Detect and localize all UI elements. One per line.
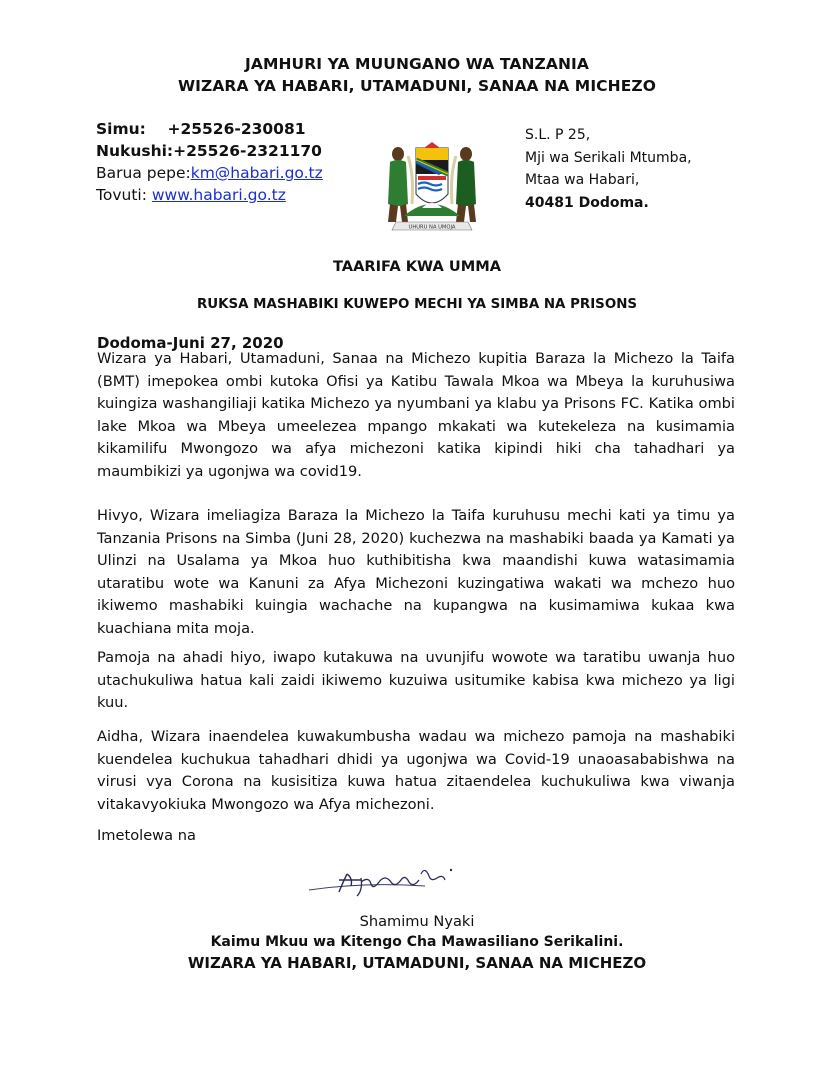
email-label: Barua pepe: [96, 164, 191, 182]
address-line2: Mji wa Serikali Mtumba, [525, 149, 692, 166]
notice-subject: RUKSA MASHABIKI KUWEPO MECHI YA SIMBA NA PRISONS [196, 297, 638, 312]
signatory-name: Shamimu Nyaki [359, 913, 475, 930]
signature-image [305, 860, 470, 900]
email-row [96, 162, 323, 184]
email-link[interactable]: km@habari.go.tz [190, 164, 323, 182]
letterhead-line1: JAMHURI YA MUUNGANO WA TANZANIA [244, 55, 589, 73]
phone-label: Simu: [96, 120, 146, 138]
phone-value: +25526-230081 [167, 120, 306, 138]
fax-label: Nukushi: [96, 142, 174, 160]
address-line3: Mtaa wa Habari, [525, 172, 640, 188]
paragraph-3: Pamoja na ahadi hiyo, iwapo kutakuwa na uvunjifu wowote wa taratibu uwanja huo utachukuliwa hatua kali zaidi ikiwemo kuzuiwa usitumike kabisa kwa michezo ya ligi kuu. [97, 649, 735, 711]
paragraph-2: Hivyo, Wizara imeliagiza Baraza la Michezo la Taifa kuruhusu mechi kati ya timu ya Tanzania Prisons na Simba (Juni 28, 2020) kuchezwa na mashabiki baada ya Kamati ya Ulinzi na Usalama ya Mkoa huo kuthibitisha kwa maandishi kuwa watasimamia utaratibu wote wa Kanuni za Afya Michezoni kuzingatiwa wakati wa mchezo huo ikiwemo mashabiki kuingia wachache na kupangwa na kusimamiwa kukaa kwa kuachiana mita moja. [97, 507, 735, 637]
paragraph-4: Aidha, Wizara inaendelea kuwakumbusha wadau wa michezo pamoja na mashabiki kuendelea kuchukua tahadhari dhidi ya ugonjwa wa Covid-19 unaoasababishwa na virusi vya Corona na kusisitiza kuwa hatua zitaendelea kuchukuliwa kwa viwanja vitakavyokiuka Mwongozo wa Afya michezoni. [97, 728, 735, 813]
notice-date: Dodoma-Juni 27, 2020 [97, 334, 284, 352]
web-label: Tovuti: [96, 186, 147, 204]
web-row [96, 184, 323, 206]
issued-by-label: Imetolewa na [97, 827, 196, 844]
signatory-ministry: WIZARA YA HABARI, UTAMADUNI, SANAA NA MICHEZO [187, 954, 647, 972]
address-line4: 40481 Dodoma. [525, 194, 649, 211]
paragraph-1: Wizara ya Habari, Utamaduni, Sanaa na Michezo kupitia Baraza la Michezo la Taifa (BMT) imepokea ombi kutoka Ofisi ya Katibu Tawala Mkoa wa Mbeya la kuruhusiwa kuingiza washangiliaji katika Michezo ya nyumbani ya klabu ya Prisons FC. Katika ombi lake Mkoa wa Mbeya umeelezea mpango mkakati wa kutekeleza na kusimamia kikamilifu Mwongozo wa afya michezoni katika kipindi hiki cha tahadhari ya maumbikizi ya ugonjwa wa covid19. [97, 350, 735, 480]
address-line1: S.L. P 25, [525, 127, 591, 143]
signatory-title: Kaimu Mkuu wa Kitengo Cha Mawasiliano Serikalini. [210, 934, 624, 950]
coat-of-arms-icon [378, 134, 486, 238]
phone-row [96, 118, 323, 140]
emblem-motto: UHURU NA UMOJA [408, 224, 456, 231]
address-block [525, 124, 692, 214]
fax-row [96, 140, 323, 162]
website-link[interactable]: www.habari.go.tz [151, 186, 286, 204]
contact-block [96, 118, 323, 206]
letterhead-line2: WIZARA YA HABARI, UTAMADUNI, SANAA NA MICHEZO [177, 77, 657, 95]
fax-value: +25526-2321170 [173, 142, 322, 160]
notice-heading: TAARIFA KWA UMMA [332, 258, 502, 275]
